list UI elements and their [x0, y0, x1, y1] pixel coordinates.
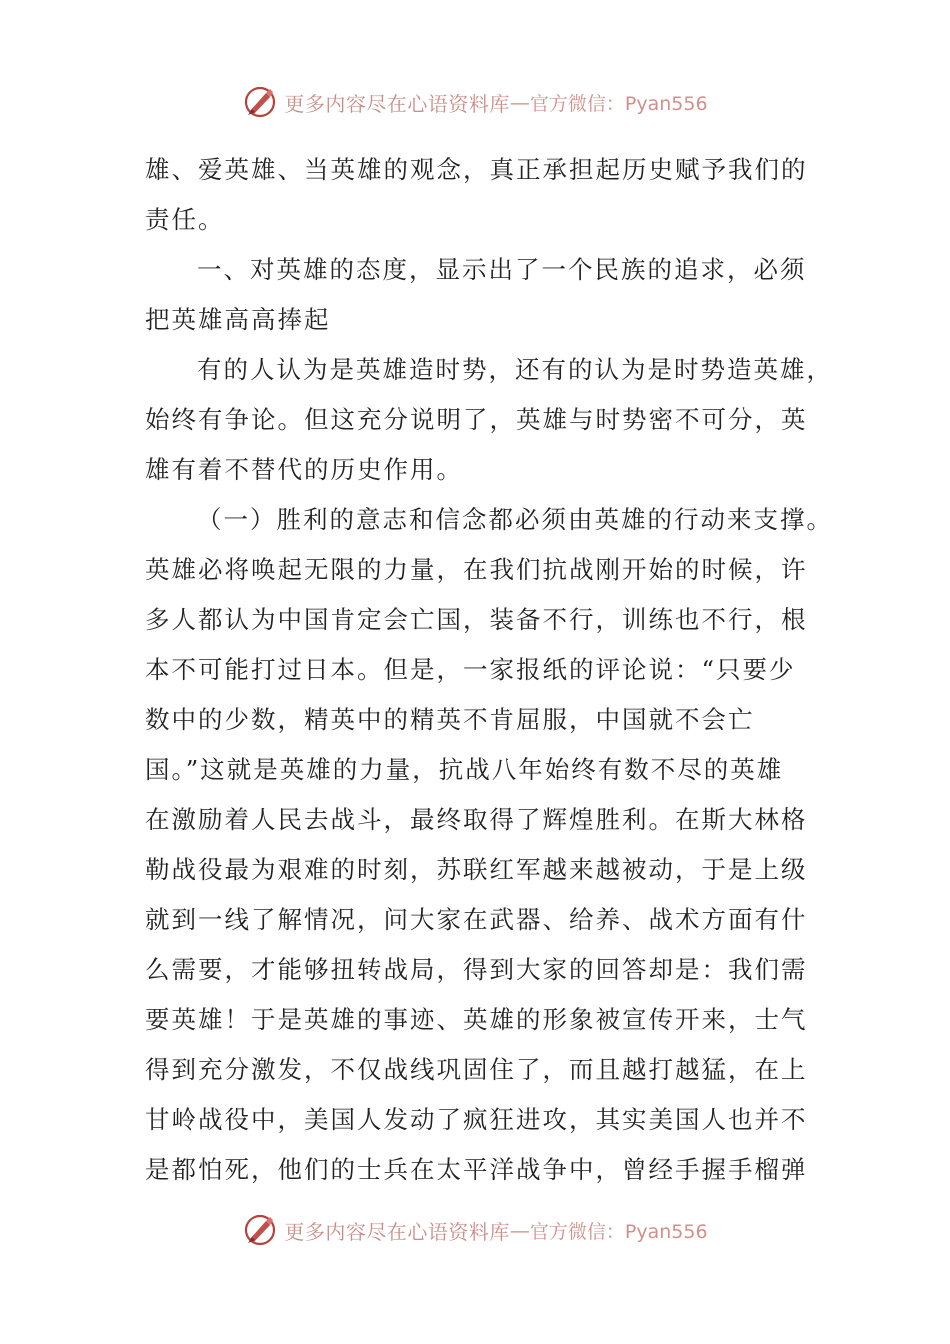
document-body	[145, 145, 833, 1195]
paragraph-continuation	[145, 145, 808, 245]
pen-nib-logo-icon	[242, 84, 278, 120]
watermark-site-text: 更多内容尽在心语资料库	[284, 91, 510, 116]
text-line: 有的人认为是英雄造时势，还有的认为是时势造英雄，	[197, 355, 833, 384]
text-line: 数中的少数，精英中的精英不肯屈服，中国就不会亡	[145, 705, 755, 734]
watermark-contact-text: 官方微信：Pyan556	[529, 1220, 708, 1243]
header-watermark	[0, 80, 950, 124]
text-line: 国。”这就是英雄的力量，抗战八年始终有数不尽的英雄	[145, 755, 784, 784]
text-line: 把英雄高高捧起	[145, 305, 331, 334]
text-line: 么需要，才能够扭转战局，得到大家的回答却是：我们需	[145, 955, 808, 984]
paragraph	[145, 495, 833, 1195]
footer-watermark	[0, 1208, 950, 1252]
watermark-separator: —	[509, 90, 530, 114]
text-line: 雄、爱英雄、当英雄的观念，真正承担起历史赋予我们的	[145, 155, 808, 184]
text-line: 是都怕死，他们的士兵在太平洋战争中，曾经手握手榴弹	[145, 1155, 808, 1184]
text-line: 多人都认为中国肯定会亡国，装备不行，训练也不行，根	[145, 605, 808, 634]
text-line: 就到一线了解情况，问大家在武器、给养、战术方面有什	[145, 905, 808, 934]
text-line: 英雄必将唤起无限的力量，在我们抗战刚开始的时候，许	[145, 555, 808, 584]
watermark-separator: —	[509, 1218, 530, 1242]
text-line: 本不可能打过日本。但是，一家报纸的评论说：“只要少	[145, 655, 796, 684]
paragraph	[145, 345, 833, 495]
text-line: 始终有争论。但这充分说明了，英雄与时势密不可分，英	[145, 405, 808, 434]
pen-nib-logo-icon	[242, 1212, 278, 1248]
text-line: 雄有着不替代的历史作用。	[145, 455, 463, 484]
text-line: 得到充分激发，不仅战线巩固住了，而且越打越猛，在上	[145, 1055, 808, 1084]
watermark-contact-text: 官方微信：Pyan556	[529, 92, 708, 115]
text-line: 要英雄！于是英雄的事迹、英雄的形象被宣传开来，士气	[145, 1005, 808, 1034]
text-line: 勒战役最为艰难的时刻，苏联红军越来越被动，于是上级	[145, 855, 808, 884]
text-line: 在激励着人民去战斗，最终取得了辉煌胜利。在斯大林格	[145, 805, 808, 834]
text-line: 责任。	[145, 205, 225, 234]
watermark-site-text: 更多内容尽在心语资料库	[284, 1219, 510, 1244]
text-line: 甘岭战役中，美国人发动了疯狂进攻，其实美国人也并不	[145, 1105, 808, 1134]
section-heading	[145, 245, 807, 345]
text-line: 一、对英雄的态度，显示出了一个民族的追求，必须	[197, 255, 807, 284]
text-line: （一）胜利的意志和信念都必须由英雄的行动来支撑。	[197, 505, 833, 534]
